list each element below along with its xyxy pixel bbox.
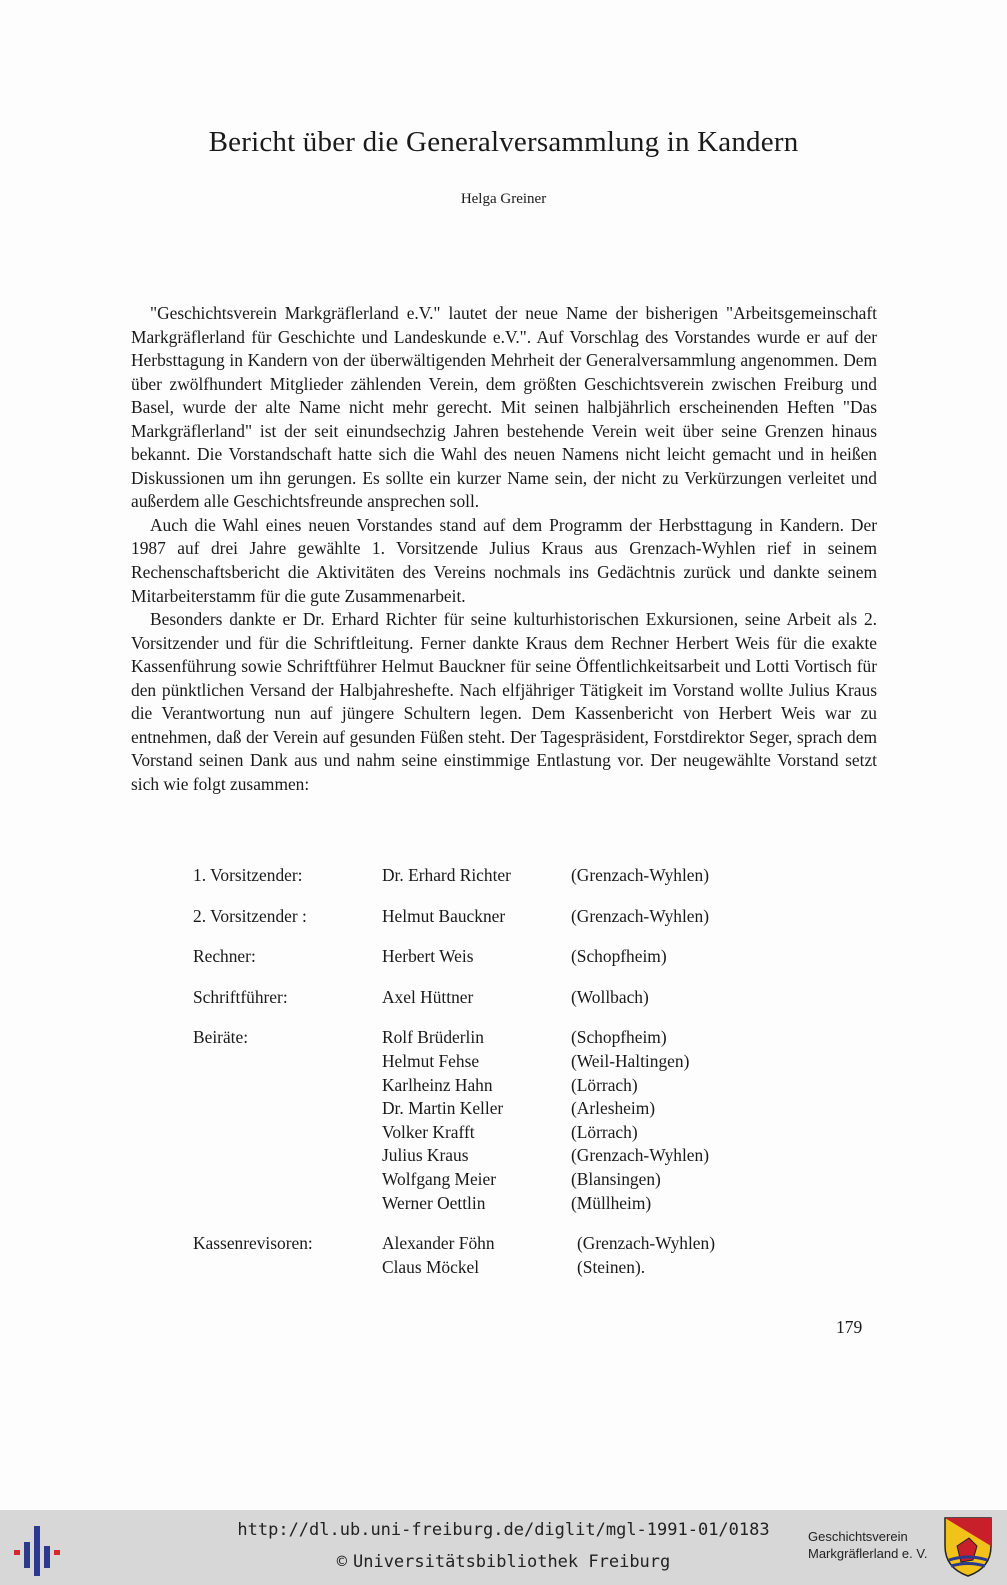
board-member xyxy=(382,905,813,929)
member-name: Dr. Erhard Richter xyxy=(382,865,511,885)
board-member xyxy=(382,1050,813,1074)
board-group xyxy=(193,1026,813,1215)
board-member xyxy=(382,1168,813,1192)
member-name: Rolf Brüderlin xyxy=(382,1027,484,1048)
board-member xyxy=(382,986,813,1010)
member-place: (Grenzach-Wyhlen) xyxy=(571,865,709,885)
board-member xyxy=(382,1232,813,1256)
board-group xyxy=(193,905,813,929)
board-member xyxy=(382,1192,813,1216)
board-list xyxy=(193,864,813,1296)
paragraph: "Geschichtsverein Markgräflerland e.V." lautet der neue Name der bisherigen "Arbeitsgemeinschaft Markgräflerland für Geschichte und Landeskunde e.V.". Auf Vorschlag des Vorstandes wurde er auf der Herbsttagung in Kandern von der überwältigenden Mehrheit der Generalversammlung angenommen. Dem über zwölfhundert Mitglieder zählenden Verein, dem größten Geschichtsverein zwischen Freiburg und Basel, wurde der alte Name nicht mehr gerecht. Mit seinen halbjährlich erscheinenden Heften "Das Markgräflerland" ist der seit einundsechzig Jahren bestehende Verein weit über seine Grenzen hinaus bekannt. Die Vorstandschaft hatte sich die Wahl des neuen Namens nicht leicht gemacht und in heißen Diskussionen um ihn gerungen. Es sollte ein kurzer Name sein, der nicht zu Verkürzungen verleitet und außerdem alle Geschichtsfreunde ansprechen soll. xyxy=(131,303,877,512)
paragraph: Besonders dankte er Dr. Erhard Richter für seine kulturhistorischen Exkursionen, seine Arbeit als 2. Vorsitzender und für die Schriftleitung. Ferner dankte Kraus dem Rechner Herbert Weis für die exakte Kassenführung sowie Schriftführer Helmut Bauckner für seine Öffentlichkeitsarbeit und Lotti Vortisch für den pünktlichen Versand der Halbjahreshefte. Nach elfjähriger Tätigkeit im Vorstand wollte Julius Kraus die Verantwortung nun auf jüngere Schultern legen. Dem Kassenbericht von Herbert Weis war zu entnehmen, daß der Verein auf gesunden Füßen steht. Der Tagespräsident, Forstdirektor Seger, sprach dem Vorstand seinen Dank aus und nahm seine einstimmige Entlastung vor. Der neugewählte Vorstand setzt sich wie folgt zusammen: xyxy=(131,609,877,794)
member-place: (Arlesheim) xyxy=(571,1098,656,1119)
member-name: Herbert Weis xyxy=(382,946,474,967)
member-place: (Blansingen) xyxy=(571,1168,661,1189)
board-role: 2. Vorsitzender : xyxy=(193,905,307,926)
member-name: Alexander Föhn xyxy=(382,1233,495,1254)
article-title: Bericht über die Generalversammlung in Kandern xyxy=(208,126,799,158)
member-place: (Grenzach-Wyhlen) xyxy=(571,905,709,926)
board-member xyxy=(382,1121,813,1145)
member-place: (Schopfheim) xyxy=(571,1027,667,1048)
member-name: Karlheinz Hahn xyxy=(382,1074,493,1095)
society-name-line1: Geschichtsverein xyxy=(808,1529,908,1544)
member-place: (Lörrach) xyxy=(571,1121,638,1142)
board-group xyxy=(193,1232,813,1279)
member-place: (Müllheim) xyxy=(571,1192,652,1213)
board-role: Kassenrevisoren: xyxy=(193,1233,313,1254)
member-place: (Weil-Haltingen) xyxy=(571,1050,690,1071)
member-name: Helmut Fehse xyxy=(382,1050,480,1071)
member-name: Dr. Martin Keller xyxy=(382,1098,504,1119)
board-member xyxy=(382,1026,813,1050)
library-footer xyxy=(0,1510,1007,1585)
member-name: Werner Oettlin xyxy=(382,1192,486,1213)
member-place: (Grenzach-Wyhlen) xyxy=(577,1233,715,1254)
member-place: (Wollbach) xyxy=(571,986,649,1007)
article-body xyxy=(131,302,877,796)
member-place: (Steinen). xyxy=(577,1256,646,1277)
society-name-line2: Markgräflerland e. V. xyxy=(808,1546,928,1561)
board-member xyxy=(382,1074,813,1098)
member-name: Volker Krafft xyxy=(382,1121,475,1142)
board-role: Schriftführer: xyxy=(193,986,288,1007)
page-number: 179 xyxy=(836,1317,863,1337)
member-place: (Grenzach-Wyhlen) xyxy=(571,1145,709,1166)
board-group xyxy=(193,945,813,969)
member-name: Claus Möckel xyxy=(382,1256,480,1277)
member-name: Axel Hüttner xyxy=(382,986,474,1007)
board-member xyxy=(382,864,813,888)
board-member xyxy=(382,1144,813,1168)
board-group xyxy=(193,986,813,1010)
member-name: Wolfgang Meier xyxy=(382,1168,497,1189)
board-role: Beiräte: xyxy=(193,1027,249,1048)
member-name: Julius Kraus xyxy=(382,1145,469,1166)
copyright-text: Universitätsbibliothek Freiburg xyxy=(352,1552,671,1572)
board-group xyxy=(193,864,813,888)
member-place: (Schopfheim) xyxy=(571,946,667,967)
society-crest-icon[interactable] xyxy=(943,1516,993,1578)
document-url-link[interactable]: http://dl.ub.uni-freiburg.de/diglit/mgl-1991-01/0183 xyxy=(237,1520,770,1540)
paragraph: Auch die Wahl eines neuen Vorstandes stand auf dem Programm der Herbsttagung in Kandern. Der 1987 auf drei Jahre gewählte 1. Vorsitzende Julius Kraus aus Grenzach-Wyhlen rief in seinem Rechenschaftsbericht die Aktivitäten des Vereins nochmals ins Gedächtnis zurück und dankte seinem Mitarbeiterstamm für die gute Zusammenarbeit. xyxy=(131,514,877,606)
board-role: Rechner: xyxy=(193,946,256,967)
board-member xyxy=(382,945,813,969)
member-place: (Lörrach) xyxy=(571,1074,638,1095)
society-name xyxy=(808,1528,943,1562)
copyright-symbol: © xyxy=(336,1552,347,1572)
article-author: Helga Greiner xyxy=(460,191,547,207)
board-member xyxy=(382,1256,813,1280)
board-member xyxy=(382,1097,813,1121)
board-role: 1. Vorsitzender: xyxy=(193,865,303,885)
member-name: Helmut Bauckner xyxy=(382,905,506,926)
